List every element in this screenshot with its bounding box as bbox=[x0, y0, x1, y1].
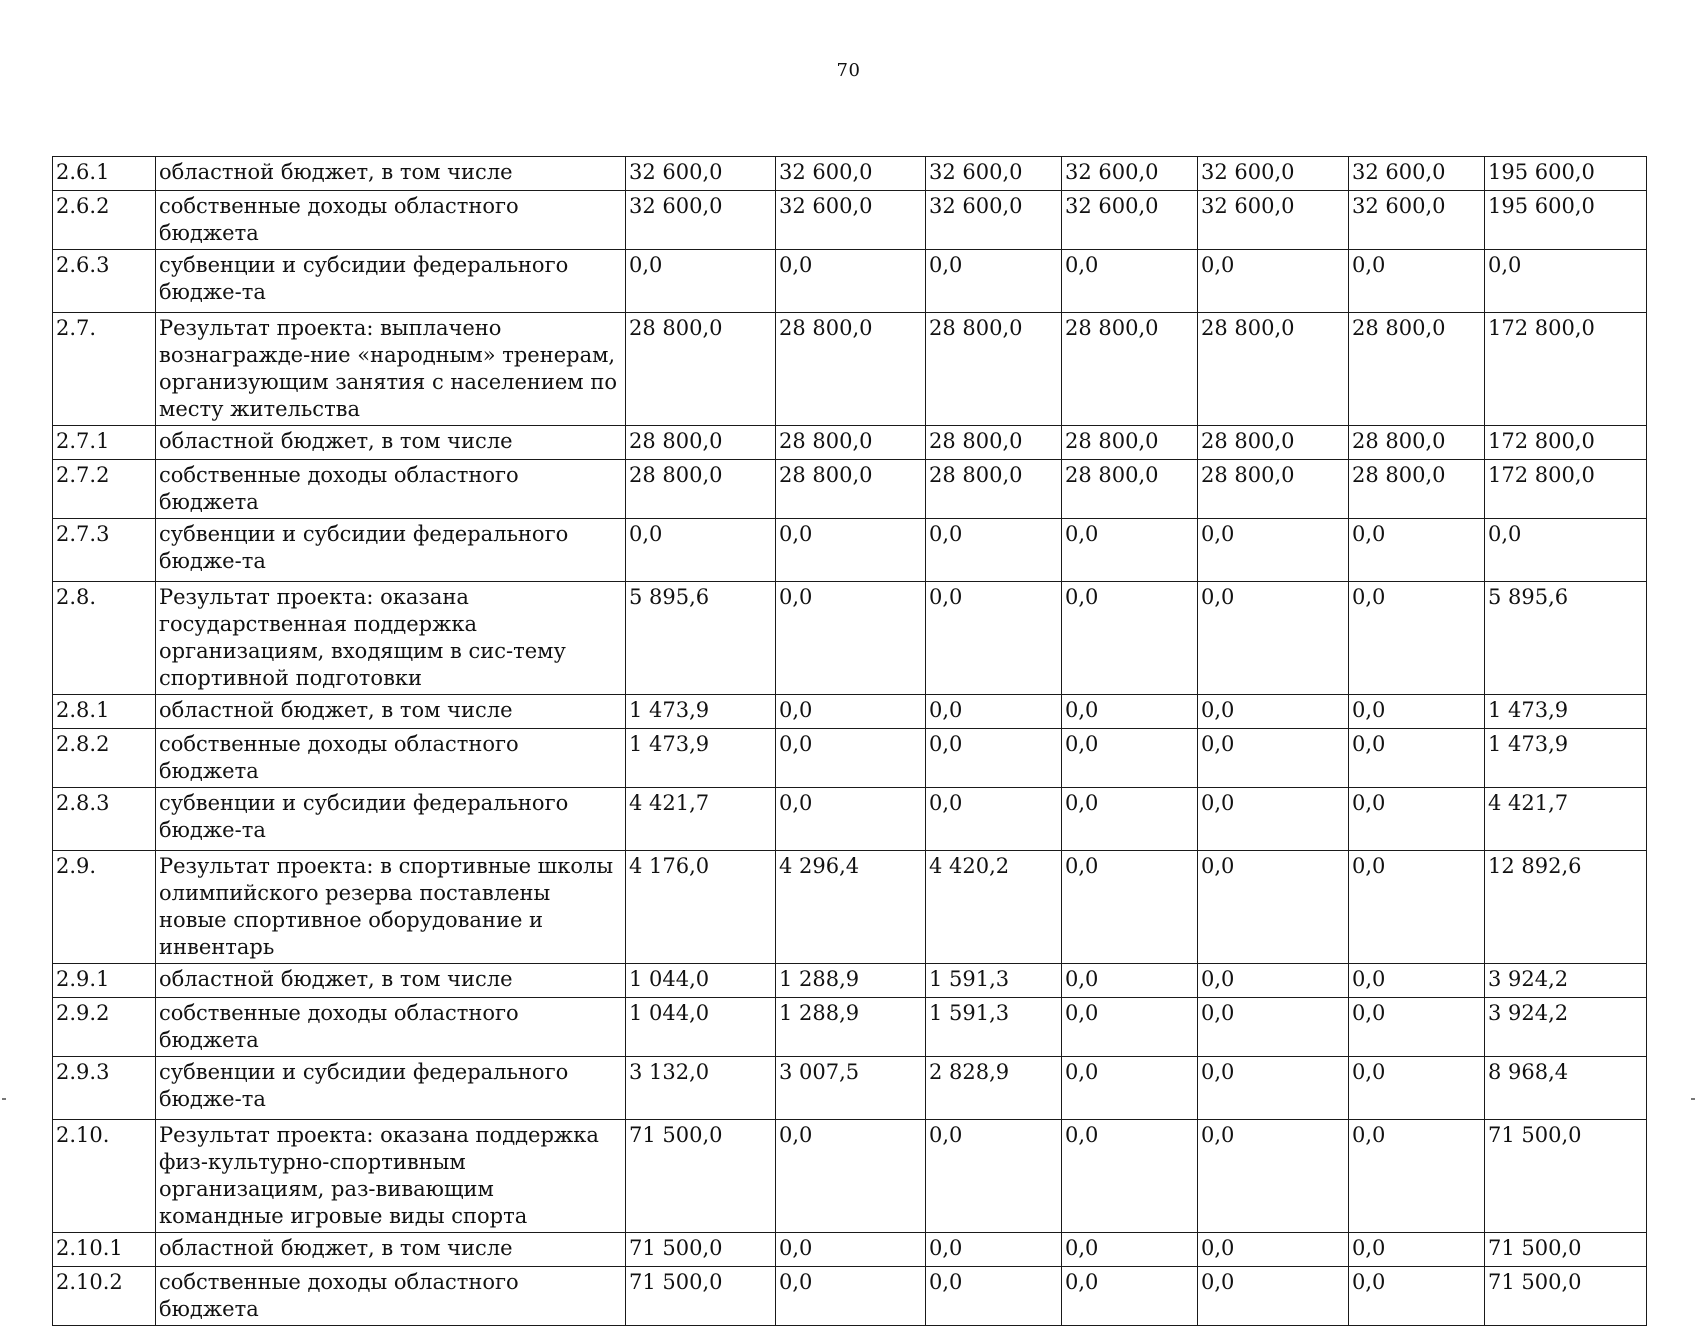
value-cell: 0,0 bbox=[1198, 729, 1349, 788]
value-cell: 28 800,0 bbox=[626, 426, 776, 460]
value-cell: 28 800,0 bbox=[1198, 426, 1349, 460]
value-cell: 0,0 bbox=[1198, 964, 1349, 998]
value-cell: 0,0 bbox=[926, 582, 1062, 695]
value-cell: 32 600,0 bbox=[1349, 191, 1485, 250]
value-cell: 1 044,0 bbox=[626, 998, 776, 1057]
row-number: 2.6.1 bbox=[53, 157, 156, 191]
value-cell: 0,0 bbox=[1062, 964, 1198, 998]
row-number: 2.10.2 bbox=[53, 1267, 156, 1326]
table-row bbox=[53, 250, 1647, 313]
value-cell: 2 828,9 bbox=[926, 1057, 1062, 1120]
row-number: 2.9. bbox=[53, 851, 156, 964]
value-cell: 28 800,0 bbox=[1198, 313, 1349, 426]
row-number: 2.9.1 bbox=[53, 964, 156, 998]
row-name: областной бюджет, в том числе bbox=[156, 157, 626, 191]
row-name: собственные доходы областного бюджета bbox=[156, 998, 626, 1057]
value-cell: 28 800,0 bbox=[1062, 426, 1198, 460]
value-cell: 0,0 bbox=[926, 519, 1062, 582]
value-cell: 1 591,3 bbox=[926, 998, 1062, 1057]
value-cell: 32 600,0 bbox=[926, 191, 1062, 250]
value-cell: 0,0 bbox=[1062, 695, 1198, 729]
value-cell: 0,0 bbox=[926, 729, 1062, 788]
value-cell: 0,0 bbox=[1198, 695, 1349, 729]
budget-table-container bbox=[52, 156, 1646, 1326]
row-name: собственные доходы областного бюджета bbox=[156, 1267, 626, 1326]
total-cell: 71 500,0 bbox=[1485, 1120, 1647, 1233]
value-cell: 1 473,9 bbox=[626, 695, 776, 729]
row-number: 2.9.3 bbox=[53, 1057, 156, 1120]
row-number: 2.10. bbox=[53, 1120, 156, 1233]
total-cell: 1 473,9 bbox=[1485, 729, 1647, 788]
value-cell: 0,0 bbox=[1062, 998, 1198, 1057]
table-row bbox=[53, 964, 1647, 998]
value-cell: 28 800,0 bbox=[926, 460, 1062, 519]
row-number: 2.10.1 bbox=[53, 1233, 156, 1267]
value-cell: 32 600,0 bbox=[1062, 157, 1198, 191]
value-cell: 0,0 bbox=[1062, 729, 1198, 788]
value-cell: 0,0 bbox=[1198, 519, 1349, 582]
table-row bbox=[53, 1267, 1647, 1326]
row-name: субвенции и субсидии федерального бюдже-та bbox=[156, 519, 626, 582]
value-cell: 71 500,0 bbox=[626, 1267, 776, 1326]
scan-edge-mark bbox=[1691, 1098, 1695, 1100]
table-row bbox=[53, 426, 1647, 460]
value-cell: 28 800,0 bbox=[626, 313, 776, 426]
row-name: областной бюджет, в том числе bbox=[156, 426, 626, 460]
value-cell: 32 600,0 bbox=[776, 191, 926, 250]
value-cell: 28 800,0 bbox=[1062, 313, 1198, 426]
scan-edge-mark bbox=[2, 1098, 6, 1100]
value-cell: 0,0 bbox=[1062, 1057, 1198, 1120]
value-cell: 0,0 bbox=[626, 250, 776, 313]
table-row bbox=[53, 191, 1647, 250]
value-cell: 0,0 bbox=[776, 1233, 926, 1267]
value-cell: 0,0 bbox=[1198, 1120, 1349, 1233]
row-name: субвенции и субсидии федерального бюдже-та bbox=[156, 250, 626, 313]
row-name: Результат проекта: оказана государственная поддержка организациям, входящим в сис-тему спортивной подготовки bbox=[156, 582, 626, 695]
value-cell: 32 600,0 bbox=[1198, 191, 1349, 250]
row-name: областной бюджет, в том числе bbox=[156, 1233, 626, 1267]
total-cell: 3 924,2 bbox=[1485, 998, 1647, 1057]
value-cell: 0,0 bbox=[1349, 695, 1485, 729]
table-row bbox=[53, 157, 1647, 191]
value-cell: 0,0 bbox=[776, 519, 926, 582]
total-cell: 172 800,0 bbox=[1485, 313, 1647, 426]
value-cell: 1 288,9 bbox=[776, 964, 926, 998]
total-cell: 8 968,4 bbox=[1485, 1057, 1647, 1120]
value-cell: 0,0 bbox=[776, 788, 926, 851]
total-cell: 195 600,0 bbox=[1485, 157, 1647, 191]
row-name: Результат проекта: в спортивные школы олимпийского резерва поставлены новые спортивное оборудование и инвентарь bbox=[156, 851, 626, 964]
row-name: областной бюджет, в том числе bbox=[156, 964, 626, 998]
value-cell: 0,0 bbox=[1349, 519, 1485, 582]
value-cell: 0,0 bbox=[926, 250, 1062, 313]
total-cell: 12 892,6 bbox=[1485, 851, 1647, 964]
table-row bbox=[53, 519, 1647, 582]
value-cell: 28 800,0 bbox=[926, 313, 1062, 426]
value-cell: 0,0 bbox=[1198, 1057, 1349, 1120]
value-cell: 0,0 bbox=[1062, 788, 1198, 851]
total-cell: 71 500,0 bbox=[1485, 1233, 1647, 1267]
value-cell: 0,0 bbox=[1349, 788, 1485, 851]
value-cell: 0,0 bbox=[926, 1267, 1062, 1326]
row-number: 2.7.1 bbox=[53, 426, 156, 460]
total-cell: 172 800,0 bbox=[1485, 460, 1647, 519]
value-cell: 0,0 bbox=[926, 695, 1062, 729]
total-cell: 172 800,0 bbox=[1485, 426, 1647, 460]
value-cell: 32 600,0 bbox=[926, 157, 1062, 191]
value-cell: 4 176,0 bbox=[626, 851, 776, 964]
value-cell: 0,0 bbox=[1198, 1267, 1349, 1326]
row-name: собственные доходы областного бюджета bbox=[156, 729, 626, 788]
value-cell: 0,0 bbox=[1349, 1233, 1485, 1267]
value-cell: 0,0 bbox=[1062, 519, 1198, 582]
value-cell: 0,0 bbox=[1198, 998, 1349, 1057]
value-cell: 4 421,7 bbox=[626, 788, 776, 851]
value-cell: 28 800,0 bbox=[626, 460, 776, 519]
value-cell: 28 800,0 bbox=[776, 313, 926, 426]
value-cell: 0,0 bbox=[1198, 1233, 1349, 1267]
value-cell: 0,0 bbox=[926, 788, 1062, 851]
table-row bbox=[53, 788, 1647, 851]
row-number: 2.7.3 bbox=[53, 519, 156, 582]
row-number: 2.8.2 bbox=[53, 729, 156, 788]
value-cell: 0,0 bbox=[1062, 1233, 1198, 1267]
value-cell: 0,0 bbox=[926, 1120, 1062, 1233]
total-cell: 71 500,0 bbox=[1485, 1267, 1647, 1326]
value-cell: 0,0 bbox=[1198, 582, 1349, 695]
value-cell: 1 044,0 bbox=[626, 964, 776, 998]
table-row bbox=[53, 460, 1647, 519]
value-cell: 5 895,6 bbox=[626, 582, 776, 695]
row-name: собственные доходы областного бюджета bbox=[156, 460, 626, 519]
total-cell: 0,0 bbox=[1485, 519, 1647, 582]
value-cell: 0,0 bbox=[1349, 729, 1485, 788]
value-cell: 0,0 bbox=[776, 1120, 926, 1233]
value-cell: 0,0 bbox=[1062, 1120, 1198, 1233]
row-number: 2.7. bbox=[53, 313, 156, 426]
total-cell: 195 600,0 bbox=[1485, 191, 1647, 250]
table-row bbox=[53, 1057, 1647, 1120]
value-cell: 0,0 bbox=[1349, 250, 1485, 313]
value-cell: 32 600,0 bbox=[1198, 157, 1349, 191]
value-cell: 0,0 bbox=[1062, 250, 1198, 313]
value-cell: 0,0 bbox=[776, 729, 926, 788]
value-cell: 0,0 bbox=[776, 250, 926, 313]
row-name: областной бюджет, в том числе bbox=[156, 695, 626, 729]
value-cell: 28 800,0 bbox=[776, 460, 926, 519]
total-cell: 1 473,9 bbox=[1485, 695, 1647, 729]
value-cell: 1 473,9 bbox=[626, 729, 776, 788]
row-name: собственные доходы областного бюджета bbox=[156, 191, 626, 250]
row-name: Результат проекта: оказана поддержка физ-культурно-спортивным организациям, раз-вивающим командные игровые виды спорта bbox=[156, 1120, 626, 1233]
table-row bbox=[53, 582, 1647, 695]
value-cell: 28 800,0 bbox=[1349, 460, 1485, 519]
table-row bbox=[53, 729, 1647, 788]
value-cell: 28 800,0 bbox=[776, 426, 926, 460]
table-row bbox=[53, 313, 1647, 426]
row-number: 2.7.2 bbox=[53, 460, 156, 519]
row-name: субвенции и субсидии федерального бюдже-та bbox=[156, 788, 626, 851]
value-cell: 0,0 bbox=[1198, 788, 1349, 851]
value-cell: 71 500,0 bbox=[626, 1120, 776, 1233]
table-row bbox=[53, 1233, 1647, 1267]
value-cell: 28 800,0 bbox=[1198, 460, 1349, 519]
value-cell: 0,0 bbox=[776, 695, 926, 729]
value-cell: 28 800,0 bbox=[1062, 460, 1198, 519]
total-cell: 4 421,7 bbox=[1485, 788, 1647, 851]
row-number: 2.8. bbox=[53, 582, 156, 695]
total-cell: 5 895,6 bbox=[1485, 582, 1647, 695]
value-cell: 0,0 bbox=[1062, 851, 1198, 964]
table-row bbox=[53, 695, 1647, 729]
row-number: 2.8.1 bbox=[53, 695, 156, 729]
value-cell: 0,0 bbox=[626, 519, 776, 582]
value-cell: 0,0 bbox=[1349, 964, 1485, 998]
table-row bbox=[53, 1120, 1647, 1233]
value-cell: 28 800,0 bbox=[1349, 426, 1485, 460]
value-cell: 32 600,0 bbox=[776, 157, 926, 191]
budget-table bbox=[52, 156, 1647, 1326]
table-row bbox=[53, 998, 1647, 1057]
value-cell: 32 600,0 bbox=[1349, 157, 1485, 191]
row-name: Результат проекта: выплачено вознагражде-ние «народным» тренерам, организующим занятия с населением по месту жительства bbox=[156, 313, 626, 426]
value-cell: 0,0 bbox=[1062, 582, 1198, 695]
value-cell: 4 420,2 bbox=[926, 851, 1062, 964]
row-number: 2.9.2 bbox=[53, 998, 156, 1057]
value-cell: 71 500,0 bbox=[626, 1233, 776, 1267]
value-cell: 1 288,9 bbox=[776, 998, 926, 1057]
value-cell: 0,0 bbox=[1349, 1120, 1485, 1233]
total-cell: 0,0 bbox=[1485, 250, 1647, 313]
value-cell: 0,0 bbox=[926, 1233, 1062, 1267]
value-cell: 4 296,4 bbox=[776, 851, 926, 964]
value-cell: 0,0 bbox=[1349, 998, 1485, 1057]
value-cell: 0,0 bbox=[776, 1267, 926, 1326]
total-cell: 3 924,2 bbox=[1485, 964, 1647, 998]
value-cell: 0,0 bbox=[1349, 851, 1485, 964]
value-cell: 0,0 bbox=[1198, 250, 1349, 313]
value-cell: 0,0 bbox=[1349, 1267, 1485, 1326]
value-cell: 32 600,0 bbox=[626, 157, 776, 191]
table-row bbox=[53, 851, 1647, 964]
value-cell: 3 007,5 bbox=[776, 1057, 926, 1120]
value-cell: 1 591,3 bbox=[926, 964, 1062, 998]
value-cell: 0,0 bbox=[1349, 582, 1485, 695]
row-number: 2.6.2 bbox=[53, 191, 156, 250]
row-name: субвенции и субсидии федерального бюдже-та bbox=[156, 1057, 626, 1120]
value-cell: 0,0 bbox=[1062, 1267, 1198, 1326]
page-number: 70 bbox=[836, 60, 861, 81]
value-cell: 32 600,0 bbox=[626, 191, 776, 250]
value-cell: 28 800,0 bbox=[1349, 313, 1485, 426]
value-cell: 32 600,0 bbox=[1062, 191, 1198, 250]
row-number: 2.8.3 bbox=[53, 788, 156, 851]
value-cell: 0,0 bbox=[776, 582, 926, 695]
value-cell: 3 132,0 bbox=[626, 1057, 776, 1120]
value-cell: 0,0 bbox=[1349, 1057, 1485, 1120]
value-cell: 28 800,0 bbox=[926, 426, 1062, 460]
row-number: 2.6.3 bbox=[53, 250, 156, 313]
value-cell: 0,0 bbox=[1198, 851, 1349, 964]
